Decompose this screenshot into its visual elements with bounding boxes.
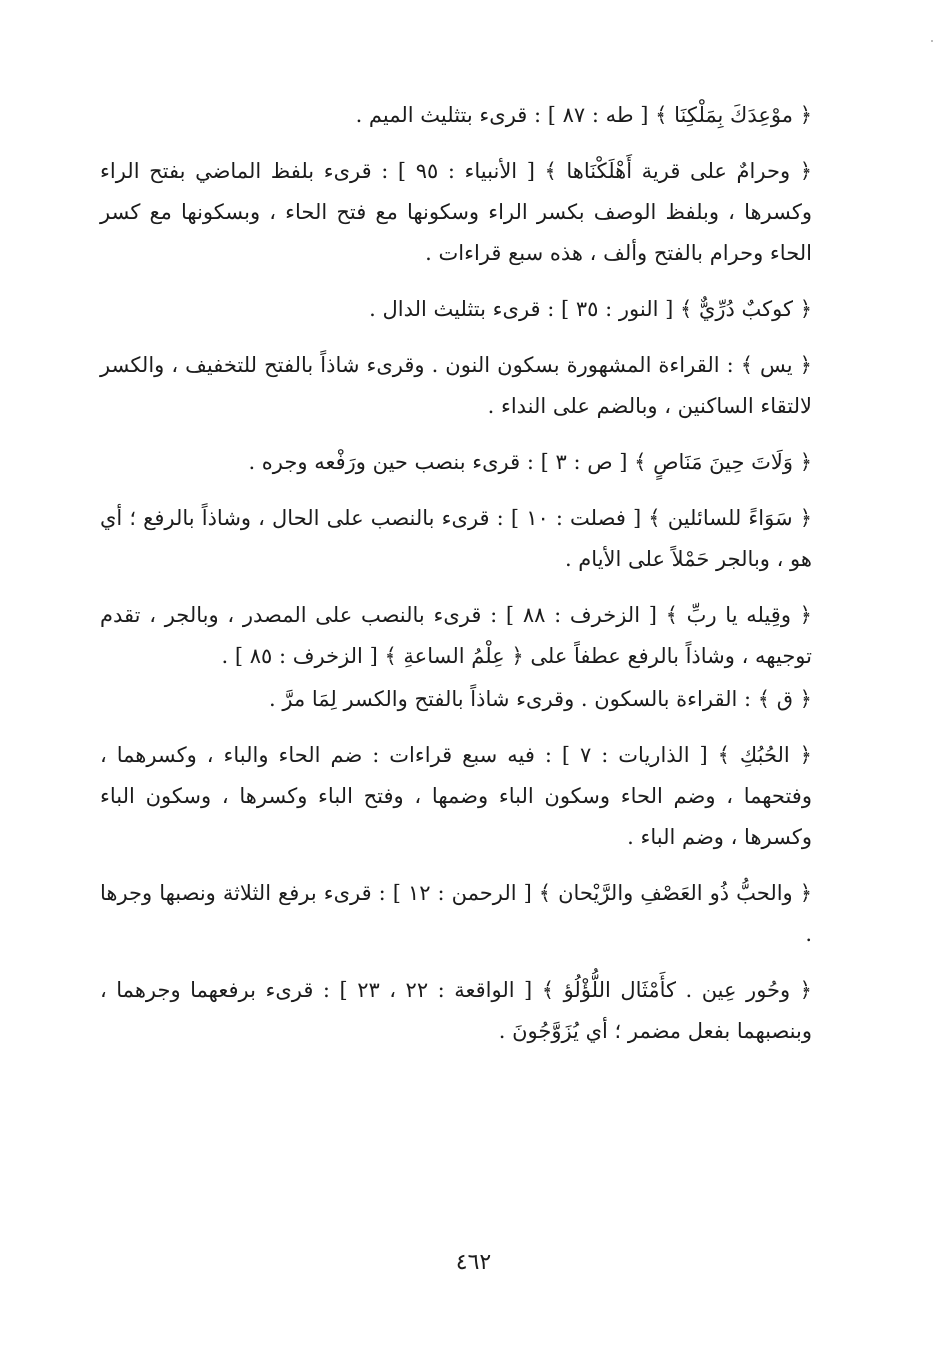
entry-paragraph: ﴿ يس ﴾ : القراءة المشهورة بسكون النون . وقرىء شاذاً بالفتح للتخفيف ، والكسر لالتقاء الساكنين ، وبالضم على النداء . xyxy=(100,353,812,418)
page-body xyxy=(100,95,812,1067)
entry-paragraph: ﴿ وَلَاتَ حِينَ مَنَاصٍ ﴾ [ ص : ٣ ] : قرىء بنصب حين ورَفْعه وجره . xyxy=(248,450,812,474)
entry-paragraph: ﴿ سَوَاءً للسائلين ﴾ [ فصلت : ١٠ ] : قرىء بالنصب على الحال ، وشاذاً بالرفع ؛ أي هو ، وبالجر حَمْلاً على الأيام . xyxy=(100,506,812,571)
entry-paragraph: ﴿ وحرامٌ على قرية أَهْلَكْنَاها ﴾ [ الأنبياء : ٩٥ ] : قرىء بلفظ الماضي بفتح الراء وكسرها ، وبلفظ الوصف بكسر الراء وسكونها مع فتح الحاء ، وبسكونها مع كسر الحاء وحرام بالفتح وألف ، هذه سبع قراءات . xyxy=(100,159,812,265)
entry-paragraph: ﴿ موْعِدَكَ بِمَلْكِنَا ﴾ [ طه : ٨٧ ] : قرىء بتثليث الميم . xyxy=(355,103,812,127)
entry-paragraph: ﴿ ق ﴾ : القراءة بالسكون . وقرىء شاذاً بالفتح والكسر لِمَا مرَّ . xyxy=(269,687,812,711)
entry-paragraph: ﴿ والحبُّ ذُو العَصْفِ والرَّيْحان ﴾ [ الرحمن : ١٢ ] : قرىء برفع الثلاثة ونصبها وجرها . xyxy=(100,881,813,946)
entry-paragraph: ﴿ الحُبُكِ ﴾ [ الذاريات : ٧ ] : فيه سبع قراءات : ضم الحاء والباء ، وكسرهما ، وفتحهما ، وضم الحاء وسكون الباء وضمها ، وفتح الباء وكسرها ، وسكون الباء وكسرها ، وضم الباء . xyxy=(100,743,812,849)
page-number: ٤٦٢ xyxy=(455,1250,492,1275)
entry-paragraph: ﴿ كوكبٌ دُرِّيٌّ ﴾ [ النور : ٣٥ ] : قرىء بتثليث الدال . xyxy=(369,297,812,321)
entry-paragraph: ﴿ وحُور عِين . كأَمْثَال اللُّؤْلُؤ ﴾ [ الواقعة : ٢٢ ، ٢٣ ] : قرىء برفعهما وجرهما ، وبنصبهما بفعل مضمر ؛ أي يُزَوَّجُونَ . xyxy=(100,978,812,1043)
scan-speck xyxy=(931,40,933,42)
entry-paragraph: ﴿ وقِيله يا ربِّ ﴾ [ الزخرف : ٨٨ ] : قرىء بالنصب على المصدر ، وبالجر ، تقدم توجيهه ، وشاذاً بالرفع عطفاً على ﴿ عِلْمُ الساعةِ ﴾ [ الزخرف : ٨٥ ] . xyxy=(100,603,812,668)
